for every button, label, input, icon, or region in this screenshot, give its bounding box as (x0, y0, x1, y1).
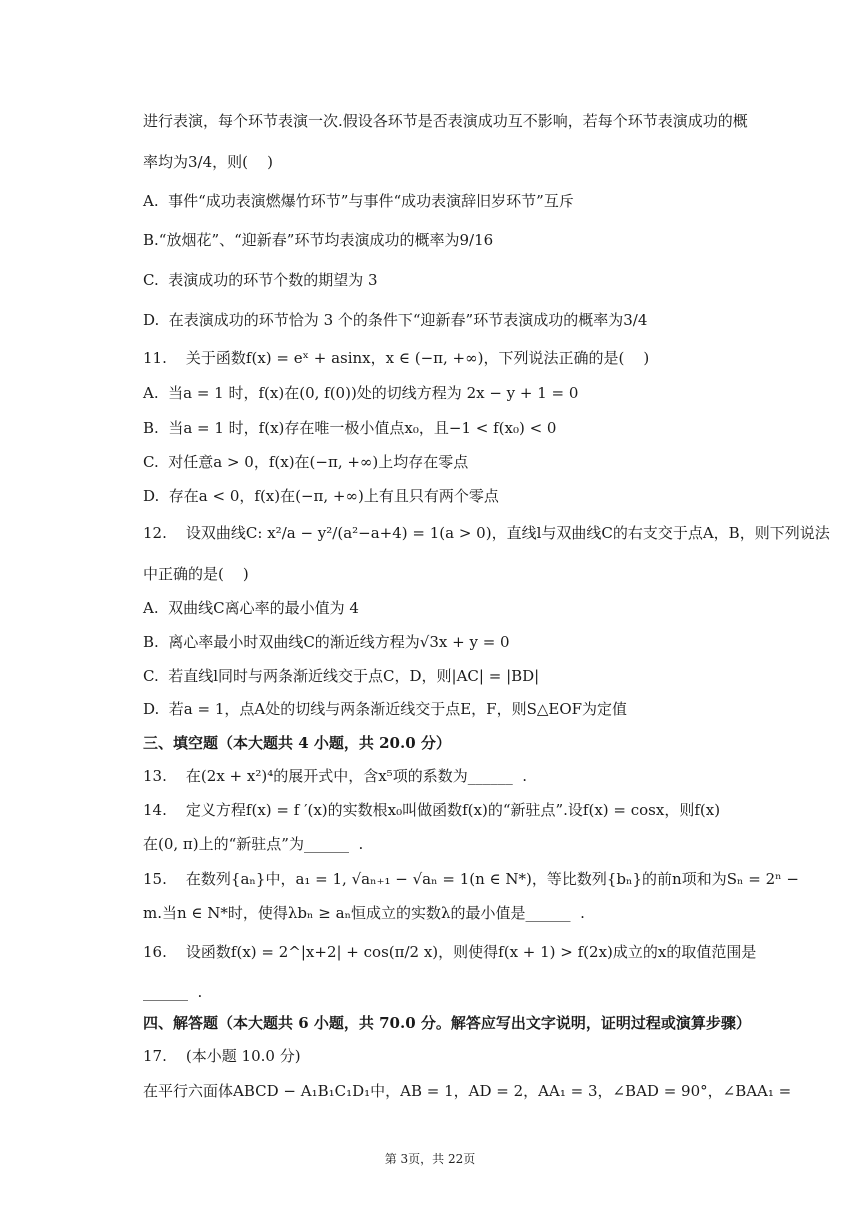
text-line-content: C. 表演成功的环节个数的期望为 3 (143, 271, 378, 289)
text-line (143, 1046, 820, 1066)
text-line-content: B.“放烟花”、“迎新春”环节均表演成功的概率为9/16 (143, 231, 494, 249)
text-line-content: 11. 关于函数f(x) = eˣ + asinx，x ∈ (−π, +∞)，下列说法正确的是( ) (143, 349, 650, 367)
text-line-content: 12. 设双曲线C: x²/a − y²/(a²−a+4) = 1(a > 0)，直线l与双曲线C的右支交于点A，B，则下列说法 (143, 524, 830, 542)
text-line (143, 598, 820, 618)
text-line (143, 942, 820, 962)
text-line-content: 在平行六面体ABCD − A₁B₁C₁D₁中，AB = 1，AD = 2，AA₁ = 3，∠BAD = 90°，∠BAA₁ = (143, 1082, 792, 1100)
text-line-content: B. 离心率最小时双曲线C的渐近线方程为√3x + y = 0 (143, 633, 510, 651)
text-line-content: 17. (本小题 10.0 分) (143, 1047, 301, 1065)
text-line-content: 14. 定义方程f(x) = f ′(x)的实数根x₀叫做函数f(x)的“新驻点”.设f(x) = cosx，则f(x) (143, 801, 721, 819)
text-line-content: B. 当a = 1 时，f(x)存在唯一极小值点x₀，且−1 < f(x₀) < 0 (143, 419, 557, 437)
text-line-content: 16. 设函数f(x) = 2^|x+2| + cos(π/2 x)，则使得f(x + 1) > f(2x)成立的x的取值范围是 (143, 943, 757, 961)
text-line-content: D. 在表演成功的环节恰为 3 个的条件下“迎新春”环节表演成功的概率为3/4 (143, 311, 648, 329)
text-line-content: C. 对任意a > 0，f(x)在(−π, +∞)上均存在零点 (143, 453, 469, 471)
text-line-content: 率均为3/4，则( ) (143, 153, 273, 171)
text-line (143, 523, 830, 543)
text-line (143, 982, 820, 1002)
text-line (143, 869, 820, 889)
text-line-content: D. 存在a < 0，f(x)在(−π, +∞)上有且只有两个零点 (143, 487, 499, 505)
text-line-content: 中正确的是( ) (143, 565, 249, 583)
text-line (143, 383, 820, 403)
text-line (143, 111, 820, 131)
text-line-content: 15. 在数列{aₙ}中，a₁ = 1, √aₙ₊₁ − √aₙ = 1(n ∈ N*)，等比数列{bₙ}的前n项和为Sₙ = 2ⁿ − (143, 870, 799, 888)
text-line-content: 13. 在(2x + x²)⁴的展开式中，含x⁵项的系数为______ . (143, 767, 528, 785)
page-footer: 第 3页，共 22页 (384, 1152, 476, 1166)
text-line-content: D. 若a = 1，点A处的切线与两条渐近线交于点E，F，则S△EOF为定值 (143, 700, 628, 718)
text-line (143, 152, 820, 172)
text-line (143, 230, 820, 250)
text-line (143, 348, 820, 368)
text-line (143, 452, 820, 472)
text-line-content: 在(0, π)上的“新驻点”为______ . (143, 835, 364, 853)
text-line (143, 1013, 820, 1033)
text-line (143, 191, 820, 211)
text-line-content: 四、解答题（本大题共 6 小题，共 70.0 分。解答应写出文字说明，证明过程或演算步骤） (143, 1014, 751, 1032)
text-line (143, 418, 820, 438)
text-line-content: 进行表演，每个环节表演一次.假设各环节是否表演成功互不影响，若每个环节表演成功的概 (143, 112, 748, 130)
text-line (143, 270, 820, 290)
text-line (143, 310, 820, 330)
text-line (143, 666, 820, 686)
text-line-content: C. 若直线l同时与两条渐近线交于点C，D，则|AC| = |BD| (143, 667, 540, 685)
text-line-content: A. 当a = 1 时，f(x)在(0, f(0))处的切线方程为 2x − y + 1 = 0 (143, 384, 579, 402)
text-line (143, 733, 820, 753)
text-line (143, 699, 820, 719)
text-line (143, 486, 820, 506)
text-line-content: A. 双曲线C离心率的最小值为 4 (143, 599, 359, 617)
text-line (143, 766, 820, 786)
text-line-content: ______ . (143, 983, 203, 1001)
text-line (143, 800, 820, 820)
text-line (143, 564, 820, 584)
text-line (143, 1081, 820, 1101)
text-line-content: m.当n ∈ N*时，使得λbₙ ≥ aₙ恒成立的实数λ的最小值是______ . (143, 904, 585, 922)
text-line-content: A. 事件“成功表演燃爆竹环节”与事件“成功表演辞旧岁环节”互斥 (143, 192, 574, 210)
text-line (143, 903, 820, 923)
text-line (143, 632, 820, 652)
text-line-content: 三、填空题（本大题共 4 小题，共 20.0 分） (143, 734, 451, 752)
text-line (143, 834, 820, 854)
